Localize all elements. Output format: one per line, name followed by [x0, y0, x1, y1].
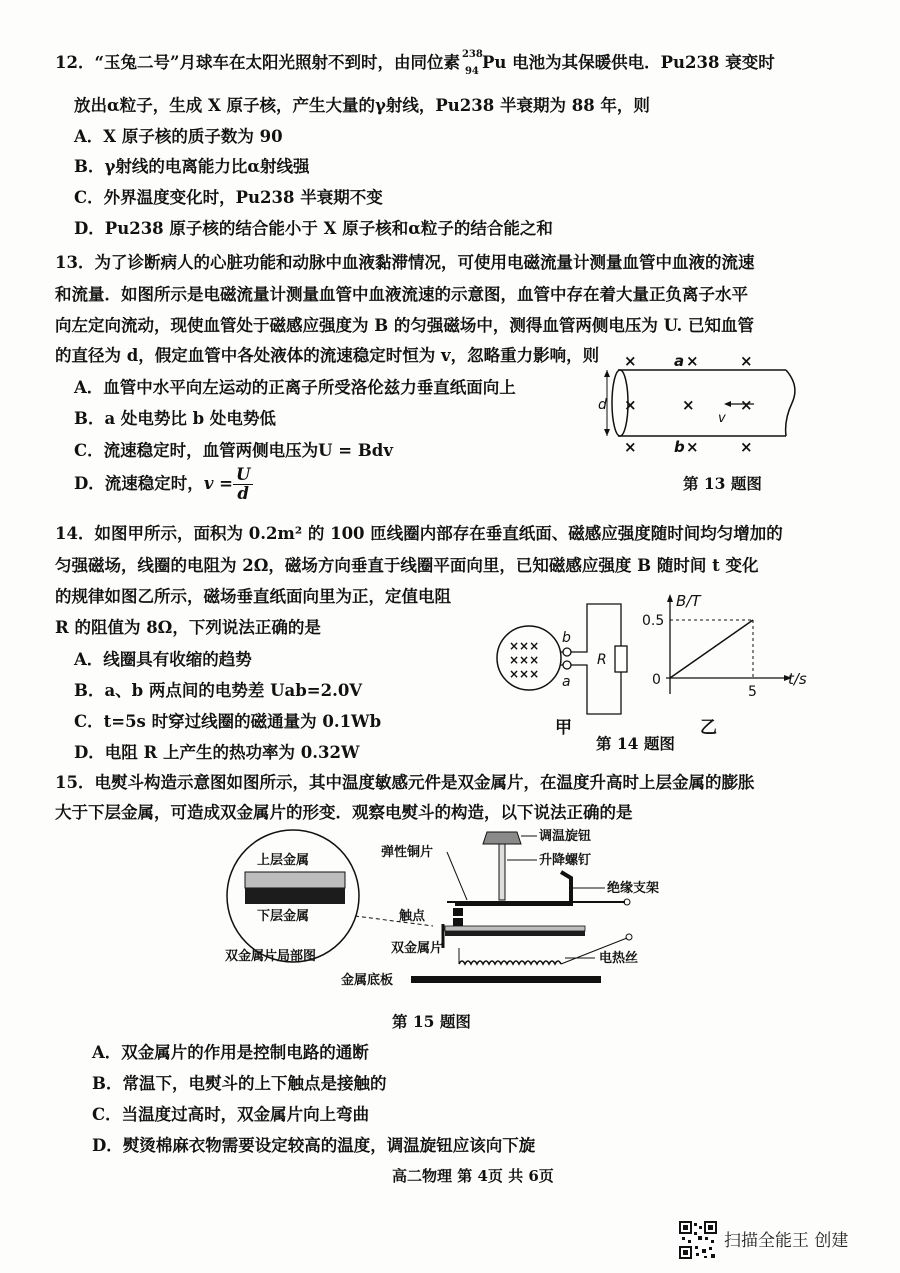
q15-iron-structure-figure	[215, 826, 685, 996]
metal-base-plate	[411, 976, 601, 983]
b-t-line	[670, 620, 753, 678]
q15-line2: 大于下层金属，可造成双金属片的形变．观察电熨斗的构造，以下说法正确的是	[55, 803, 633, 822]
q12-line1: 12．“玉兔二号”月球车在太阳光照射不到时，由同位素 238 94 Pu 电池为其保暖供电．Pu238 衰变时	[55, 49, 775, 77]
terminal-lower	[626, 934, 632, 940]
q13-line1: 13．为了诊断病人的心脏功能和动脉中血液黏滞情况，可使用电磁流量计测量血管中血液的流速	[55, 253, 755, 272]
x-axis-label: t/s	[788, 670, 807, 688]
q12-option-c: C．外界温度变化时，Pu238 半衰期不变	[74, 188, 383, 207]
y-tick-label: 0.5	[642, 613, 665, 629]
qr-code-icon	[678, 1220, 718, 1260]
q15-option-c: C．当温度过高时，双金属片向上弯曲	[92, 1105, 370, 1124]
copper-pointer	[447, 852, 467, 900]
q13-line3: 向左定向流动，现使血管处于磁感应强度为 B 的匀强磁场中，测得血管两侧电压为 U. 已知血管	[55, 316, 755, 335]
q13-option-c: C．流速稳定时，血管两侧电压为U = Bdv	[74, 441, 393, 460]
field-cross-icon: ×	[682, 396, 695, 414]
q14-caption: 第 14 题图	[596, 734, 675, 753]
field-cross-icon: ×	[624, 438, 637, 456]
field-cross-icon: ×××	[509, 667, 540, 681]
q13-option-a: A．血管中水平向左运动的正离子所受洛伦兹力垂直纸面向上	[74, 378, 516, 397]
y-axis-label: B/T	[676, 592, 701, 610]
q12-option-d: D．Pu238 原子核的结合能小于 X 原子核和α粒子的结合能之和	[74, 219, 553, 238]
field-cross-icon: ×	[686, 438, 699, 456]
field-cross-icon: ×××	[509, 639, 540, 653]
q14-option-d: D．电阻 R 上产生的热功率为 0.32W	[74, 743, 360, 762]
scanner-watermark: 扫描全能王 创建	[724, 1231, 849, 1251]
temperature-knob	[483, 832, 521, 844]
vessel-right-end	[786, 370, 795, 436]
y-axis-arrow-icon	[667, 594, 673, 602]
arrow-up-icon	[604, 370, 610, 377]
q13-option-b: B．a 处电势比 b 处电势低	[74, 409, 276, 428]
insulating-bracket	[455, 872, 571, 904]
q14-fig-jia: 甲	[555, 718, 572, 738]
diameter-label: d	[598, 397, 607, 413]
label-detail: 双金属片局部图	[225, 949, 317, 964]
label-lower-metal: 下层金属	[257, 909, 310, 924]
q14-option-a: A．线圈具有收缩的趋势	[74, 650, 252, 669]
label-a: a	[562, 674, 571, 690]
wire-top	[571, 604, 621, 652]
q14-line2: 匀强磁场，线圈的电阻为 2Ω，磁场方向垂直于线圈平面向里，已知磁感应强度 B 随时间 t 变化	[55, 556, 759, 575]
arrow-left-icon	[724, 401, 731, 407]
q12-option-a: A．X 原子核的质子数为 90	[74, 127, 283, 146]
adjust-screw	[499, 844, 505, 900]
q13-line4: 的直径为 d，假定血管中各处液体的流速稳定时恒为 v，忽略重力影响，则	[55, 346, 600, 365]
q15-caption: 第 15 题图	[392, 1012, 471, 1031]
resistor-r	[615, 646, 627, 672]
field-cross-icon: ×××	[509, 653, 540, 667]
label-screw: 升降螺钉	[539, 853, 592, 868]
origin-label: 0	[652, 672, 661, 688]
bimetal-upper	[445, 926, 585, 931]
lower-metal-layer	[245, 888, 345, 904]
q14-option-b: B．a、b 两点间的电势差 Uab=2.0V	[74, 681, 363, 700]
q15-option-a: A．双金属片的作用是控制电路的通断	[92, 1043, 369, 1062]
q14-line4: R 的阻值为 8Ω，下列说法正确的是	[55, 618, 321, 637]
field-label-a: a	[674, 352, 685, 370]
q13-blood-vessel-figure	[598, 344, 808, 474]
field-label-b: b	[674, 438, 685, 456]
lower-contact	[453, 918, 463, 926]
fraction-u-over-d: $\frac{U}{d}$	[233, 466, 253, 503]
label-b: b	[562, 630, 571, 646]
q12-line2: 放出α粒子，生成 X 原子核，产生大量的γ射线，Pu238 半衰期为 88 年，则	[74, 96, 650, 115]
velocity-label: v	[718, 411, 726, 426]
label-contact: 触点	[399, 909, 426, 924]
q14-option-c: C．t=5s 时穿过线圈的磁通量为 0.1Wb	[74, 712, 382, 731]
q14-line3: 的规律如图乙所示，磁场垂直纸面向里为正，定值电阻	[55, 587, 451, 606]
isotope-notation: 238 94	[461, 49, 483, 77]
arrow-down-icon	[604, 429, 610, 436]
field-cross-icon: ×	[624, 352, 637, 370]
heater-wire	[459, 961, 561, 964]
q12-option-b: B．γ射线的电离能力比α射线强	[74, 157, 310, 176]
label-knob: 调温旋钮	[539, 829, 592, 844]
q15-line1: 15．电熨斗构造示意图如图所示，其中温度敏感元件是双金属片，在温度升高时上层金属的膨胀	[55, 773, 755, 792]
q14-bt-graph	[640, 592, 815, 702]
label-bracket: 绝缘支架	[607, 881, 660, 896]
field-cross-icon: ×	[624, 396, 637, 414]
label-r: R	[597, 652, 607, 668]
field-cross-icon: ×	[686, 352, 699, 370]
q15-option-d: D．熨烫棉麻衣物需要设定较高的温度，调温旋钮应该向下旋	[92, 1136, 536, 1155]
page-footer: 高二物理 第 4页 共 6页	[392, 1167, 554, 1185]
field-cross-icon: ×	[740, 438, 753, 456]
q13-caption: 第 13 题图	[683, 474, 762, 493]
upper-contact	[453, 908, 463, 916]
q13-line2: 和流量．如图所示是电磁流量计测量血管中血液流速的示意图，血管中存在着大量正负离子水平	[55, 285, 748, 304]
q14-line1: 14．如图甲所示，面积为 0.2m² 的 100 匝线圈内部存在垂直纸面、磁感应强度随时间均匀增加的	[55, 524, 783, 543]
wire-bottom	[571, 665, 621, 714]
label-upper-metal: 上层金属	[257, 853, 310, 868]
x-tick-label: 5	[748, 684, 757, 700]
label-bimetal: 双金属片	[391, 941, 444, 956]
q14-fig-yi: 乙	[700, 718, 717, 738]
field-cross-icon: ×	[740, 396, 753, 414]
field-cross-icon: ×	[740, 352, 753, 370]
upper-metal-layer	[245, 872, 345, 888]
label-base: 金属底板	[341, 973, 394, 988]
q15-option-b: B．常温下，电熨斗的上下触点是接触的	[92, 1074, 387, 1093]
q13-option-d: D．流速稳定时，v = $\frac{U}{d}$	[74, 466, 253, 503]
label-heater: 电热丝	[599, 951, 639, 966]
bimetal-lower	[445, 931, 585, 936]
terminal-b	[563, 648, 571, 656]
terminal-a	[563, 661, 571, 669]
label-copper: 弹性铜片	[381, 845, 434, 860]
